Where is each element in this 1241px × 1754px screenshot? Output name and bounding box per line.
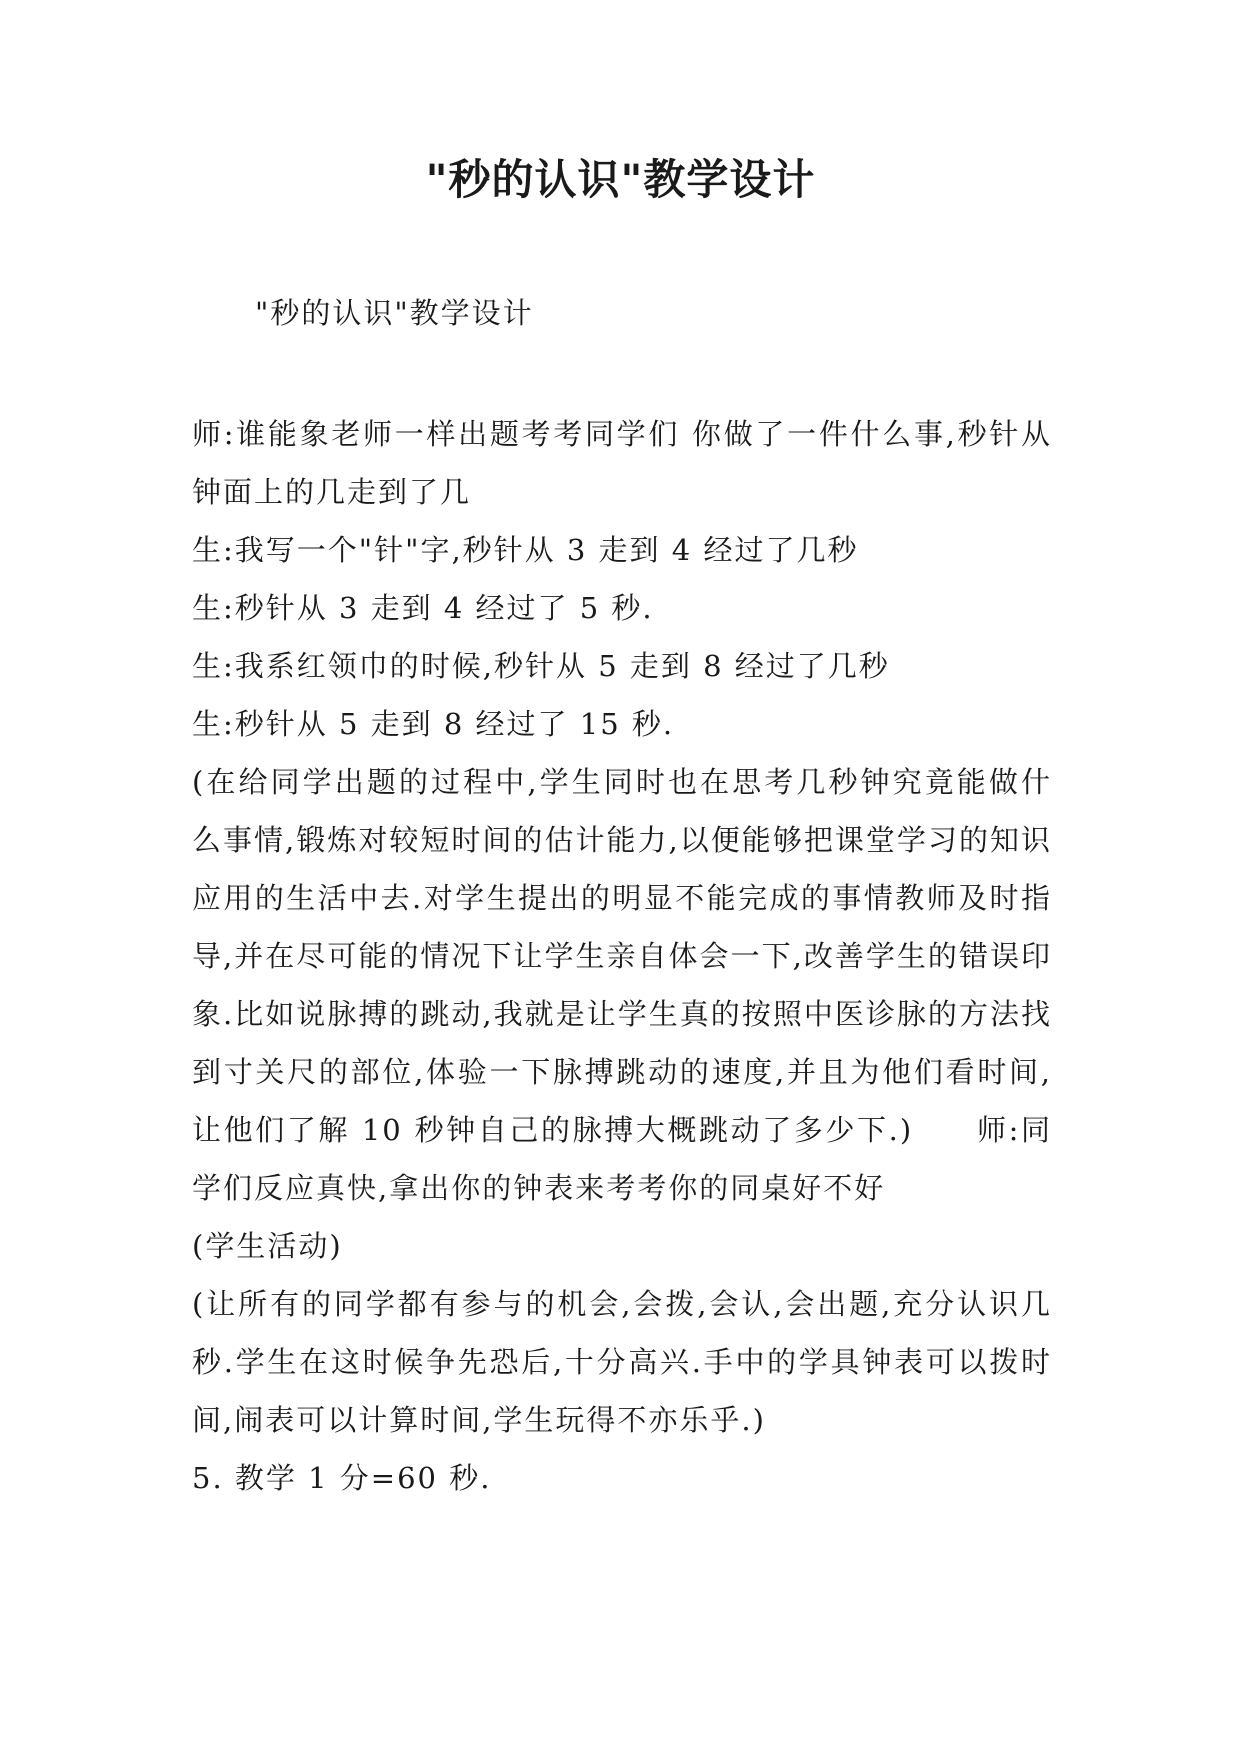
paragraph-student-answer-1: 生:秒针从 3 走到 4 经过了 5 秒. <box>192 591 654 625</box>
document-subtitle: "秒的认识"教学设计 <box>255 296 534 330</box>
paragraph-student-activity: (学生活动) <box>192 1229 343 1263</box>
paragraph-student-question-1: 生:我写一个"针"字,秒针从 3 走到 4 经过了几秒 <box>192 533 859 567</box>
paragraph-student-answer-2: 生:秒针从 5 走到 8 经过了 15 秒. <box>192 707 675 741</box>
paragraph-section-5: 5. 教学 1 分=60 秒. <box>192 1461 492 1495</box>
paragraph-teaching-note-2: (让所有的同学都有参与的机会,会拨,会认,会出题,充分认识几秒.学生在这时候争先恐后,十分高兴.手中的学具钟表可以拨时间,闹表可以计算时间,学生玩得不亦乐乎.) <box>192 1287 1052 1437</box>
paragraph-teaching-note-1: (在给同学出题的过程中,学生同时也在思考几秒钟究竟能做什么事情,锻炼对较短时间的估计能力,以便能够把课堂学习的知识应用的生活中去.对学生提出的明显不能完成的事情教师及时指导,并在尽可能的情况下让学生亲自体会一下,改善学生的错误印象.比如说脉搏的跳动,我就是让学生真的按照中医诊脉的方法找到寸关尺的部位,体验一下脉搏跳动的速度,并且为他们看时间,让他们了解 10 秒钟自己的脉搏大概跳动了多少下.) 师:同学们反应真快,拿出你的钟表来考考你的同桌好不好 <box>192 765 1052 1205</box>
paragraph-teacher-question: 师:谁能象老师一样出题考考同学们 你做了一件什么事,秒针从钟面上的几走到了几 <box>192 417 1052 509</box>
paragraph-student-question-2: 生:我系红领巾的时候,秒针从 5 走到 8 经过了几秒 <box>192 649 890 683</box>
document-body <box>192 405 1052 1507</box>
page-title: "秒的认识"教学设计 <box>425 155 816 204</box>
